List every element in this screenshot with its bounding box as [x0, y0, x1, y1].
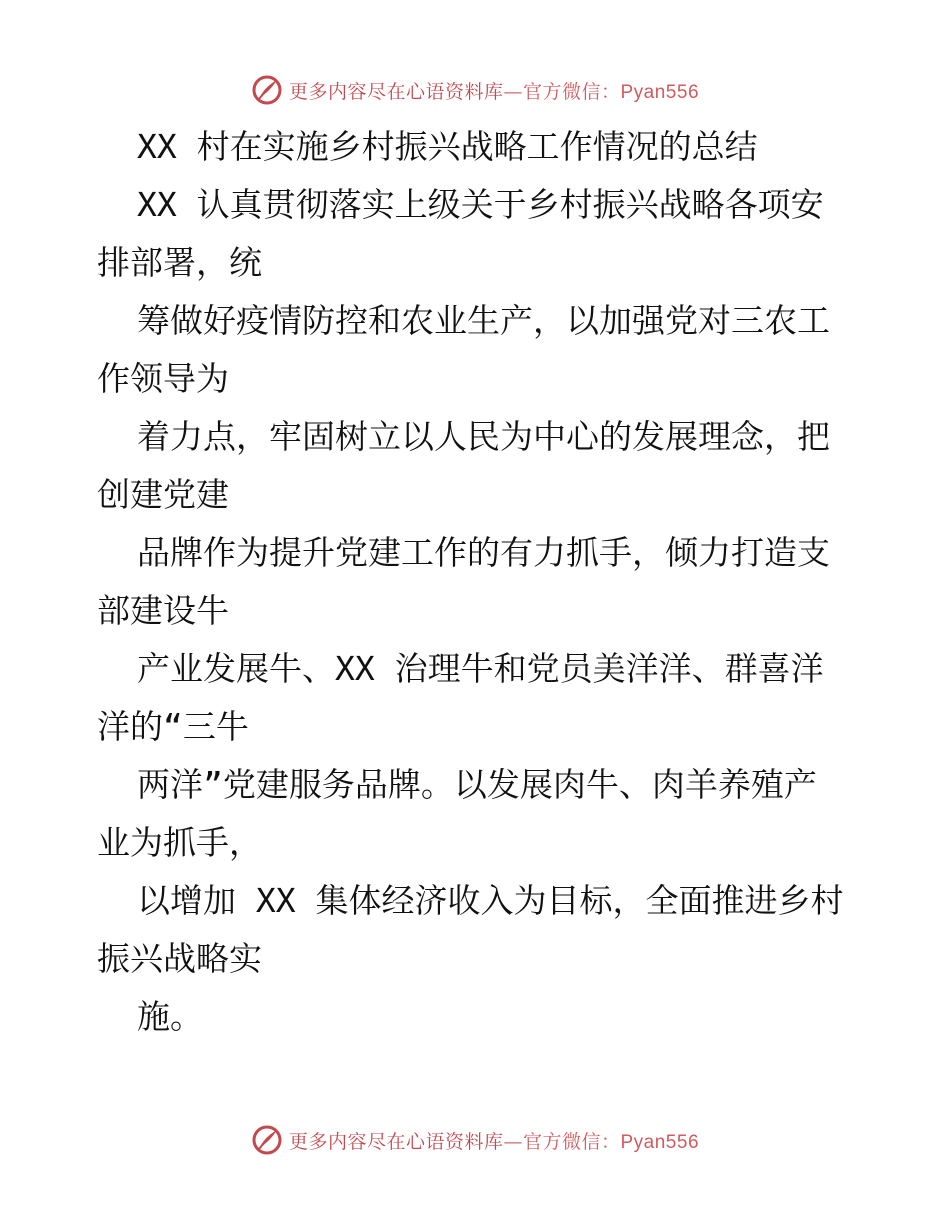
paragraph-line: 创建党建	[97, 475, 229, 514]
document-body	[97, 118, 857, 1046]
paragraph-line: 作领导为	[97, 359, 229, 398]
watermark-group	[251, 74, 699, 106]
paragraph-line: 以增加 XX 集体经济收入为目标，全面推进乡村	[137, 881, 844, 920]
footer-watermark	[0, 1120, 950, 1160]
watermark-wechat-label: 官方微信：	[522, 80, 621, 103]
watermark-dash: —	[503, 80, 523, 103]
paragraph-line: 业为抓手，	[97, 823, 262, 862]
paragraph-line: 品牌作为提升党建工作的有力抓手，倾力打造支	[137, 533, 830, 572]
watermark-group	[251, 1124, 699, 1156]
watermark-text	[289, 1127, 699, 1154]
paragraph-line: 施。	[137, 997, 203, 1036]
paragraph-line: XX 认真贯彻落实上级关于乡村振兴战略各项安	[137, 185, 824, 224]
watermark-brand: 更多内容尽在心语资料库	[288, 1130, 504, 1153]
watermark-handle: Pyan556	[620, 1131, 700, 1153]
watermark-text	[289, 77, 699, 104]
watermark-dash: —	[503, 1130, 523, 1153]
feather-pen-circle-icon	[251, 74, 283, 106]
watermark-brand: 更多内容尽在心语资料库	[288, 80, 504, 103]
paragraph-line: 洋的“三牛	[97, 707, 249, 746]
watermark-handle: Pyan556	[620, 81, 700, 103]
paragraph-line: 排部署，统	[97, 243, 262, 282]
document-title: XX 村在实施乡村振兴战略工作情况的总结	[137, 127, 758, 166]
paragraph-line: 两洋”党建服务品牌。以发展肉牛、肉羊养殖产	[137, 765, 817, 804]
paragraph-line: 着力点，牢固树立以人民为中心的发展理念，把	[137, 417, 830, 456]
paragraph-line: 产业发展牛、XX 治理牛和党员美洋洋、群喜洋	[137, 649, 824, 688]
paragraph-line: 部建设牛	[97, 591, 229, 630]
paragraph-line: 振兴战略实	[97, 939, 262, 978]
feather-pen-circle-icon	[251, 1124, 283, 1156]
watermark-wechat-label: 官方微信：	[522, 1130, 621, 1153]
paragraph-line: 筹做好疫情防控和农业生产，以加强党对三农工	[137, 301, 830, 340]
header-watermark	[0, 70, 950, 110]
